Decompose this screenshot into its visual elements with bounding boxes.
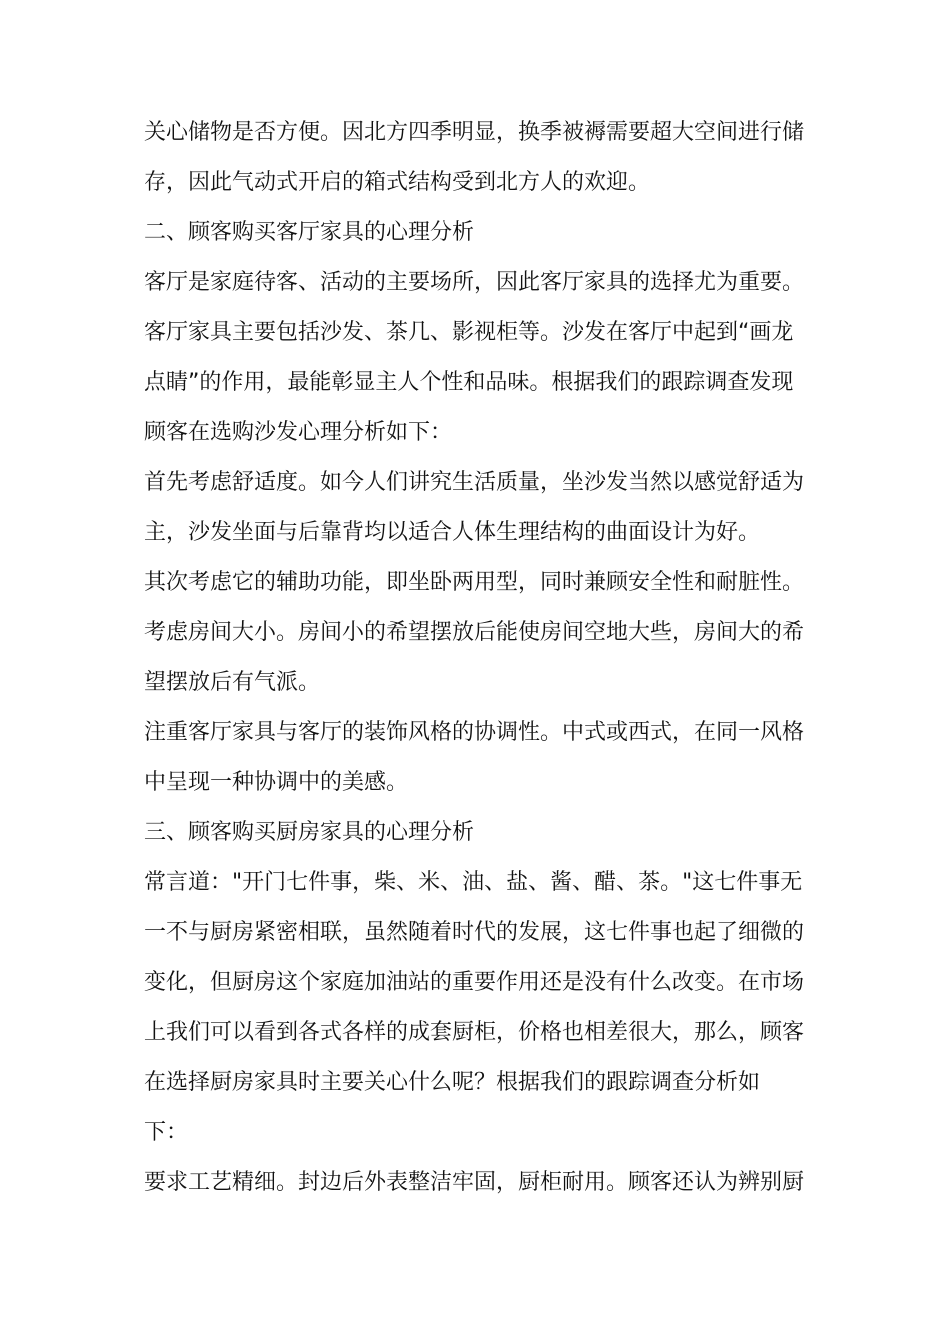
text-line: 望摆放后有气派。 <box>144 670 321 695</box>
text-line: 客厅家具主要包括沙发、茶几、影视柜等。沙发在客厅中起到“画龙 <box>144 320 794 345</box>
section-heading: 二、顾客购买客厅家具的心理分析 <box>144 220 475 245</box>
section-heading: 三、顾客购买厨房家具的心理分析 <box>144 820 475 845</box>
text-line: 常言道："开门七件事，柴、米、油、盐、酱、醋、茶。"这七件事无 <box>144 870 803 895</box>
text-line: 注重客厅家具与客厅的装饰风格的协调性。中式或西式，在同一风格 <box>144 720 805 745</box>
text-line: 一不与厨房紧密相联，虽然随着时代的发展，这七件事也起了细微的 <box>144 920 805 945</box>
text-line: 中呈现一种协调中的美感。 <box>144 770 409 795</box>
text-line: 顾客在选购沙发心理分析如下： <box>144 420 453 445</box>
text-line: 考虑房间大小。房间小的希望摆放后能使房间空地大些，房间大的希 <box>144 620 805 645</box>
text-line: 点睛”的作用，最能彰显主人个性和品味。根据我们的跟踪调查发现 <box>144 370 794 395</box>
text-line: 主，沙发坐面与后靠背均以适合人体生理结构的曲面设计为好。 <box>144 520 761 545</box>
text-line: 客厅是家庭待客、活动的主要场所，因此客厅家具的选择尤为重要。 <box>144 270 805 295</box>
text-line: 下： <box>144 1120 189 1145</box>
text-line: 要求工艺精细。封边后外表整洁牢固，厨柜耐用。顾客还认为辨别厨 <box>144 1170 805 1195</box>
text-line: 在选择厨房家具时主要关心什么呢？根据我们的跟踪调查分析如 <box>144 1070 761 1095</box>
text-line: 其次考虑它的辅助功能，即坐卧两用型，同时兼顾安全性和耐脏性。 <box>144 570 805 595</box>
text-line: 上我们可以看到各式各样的成套厨柜，价格也相差很大，那么，顾客 <box>144 1020 805 1045</box>
document-body <box>144 108 814 1208</box>
text-line: 首先考虑舒适度。如今人们讲究生活质量，坐沙发当然以感觉舒适为 <box>144 470 805 495</box>
text-line: 关心储物是否方便。因北方四季明显，换季被褥需要超大空间进行储 <box>144 120 805 145</box>
text-line: 变化，但厨房这个家庭加油站的重要作用还是没有什么改变。在市场 <box>144 970 805 995</box>
text-line: 存，因此气动式开启的箱式结构受到北方人的欢迎。 <box>144 170 651 195</box>
